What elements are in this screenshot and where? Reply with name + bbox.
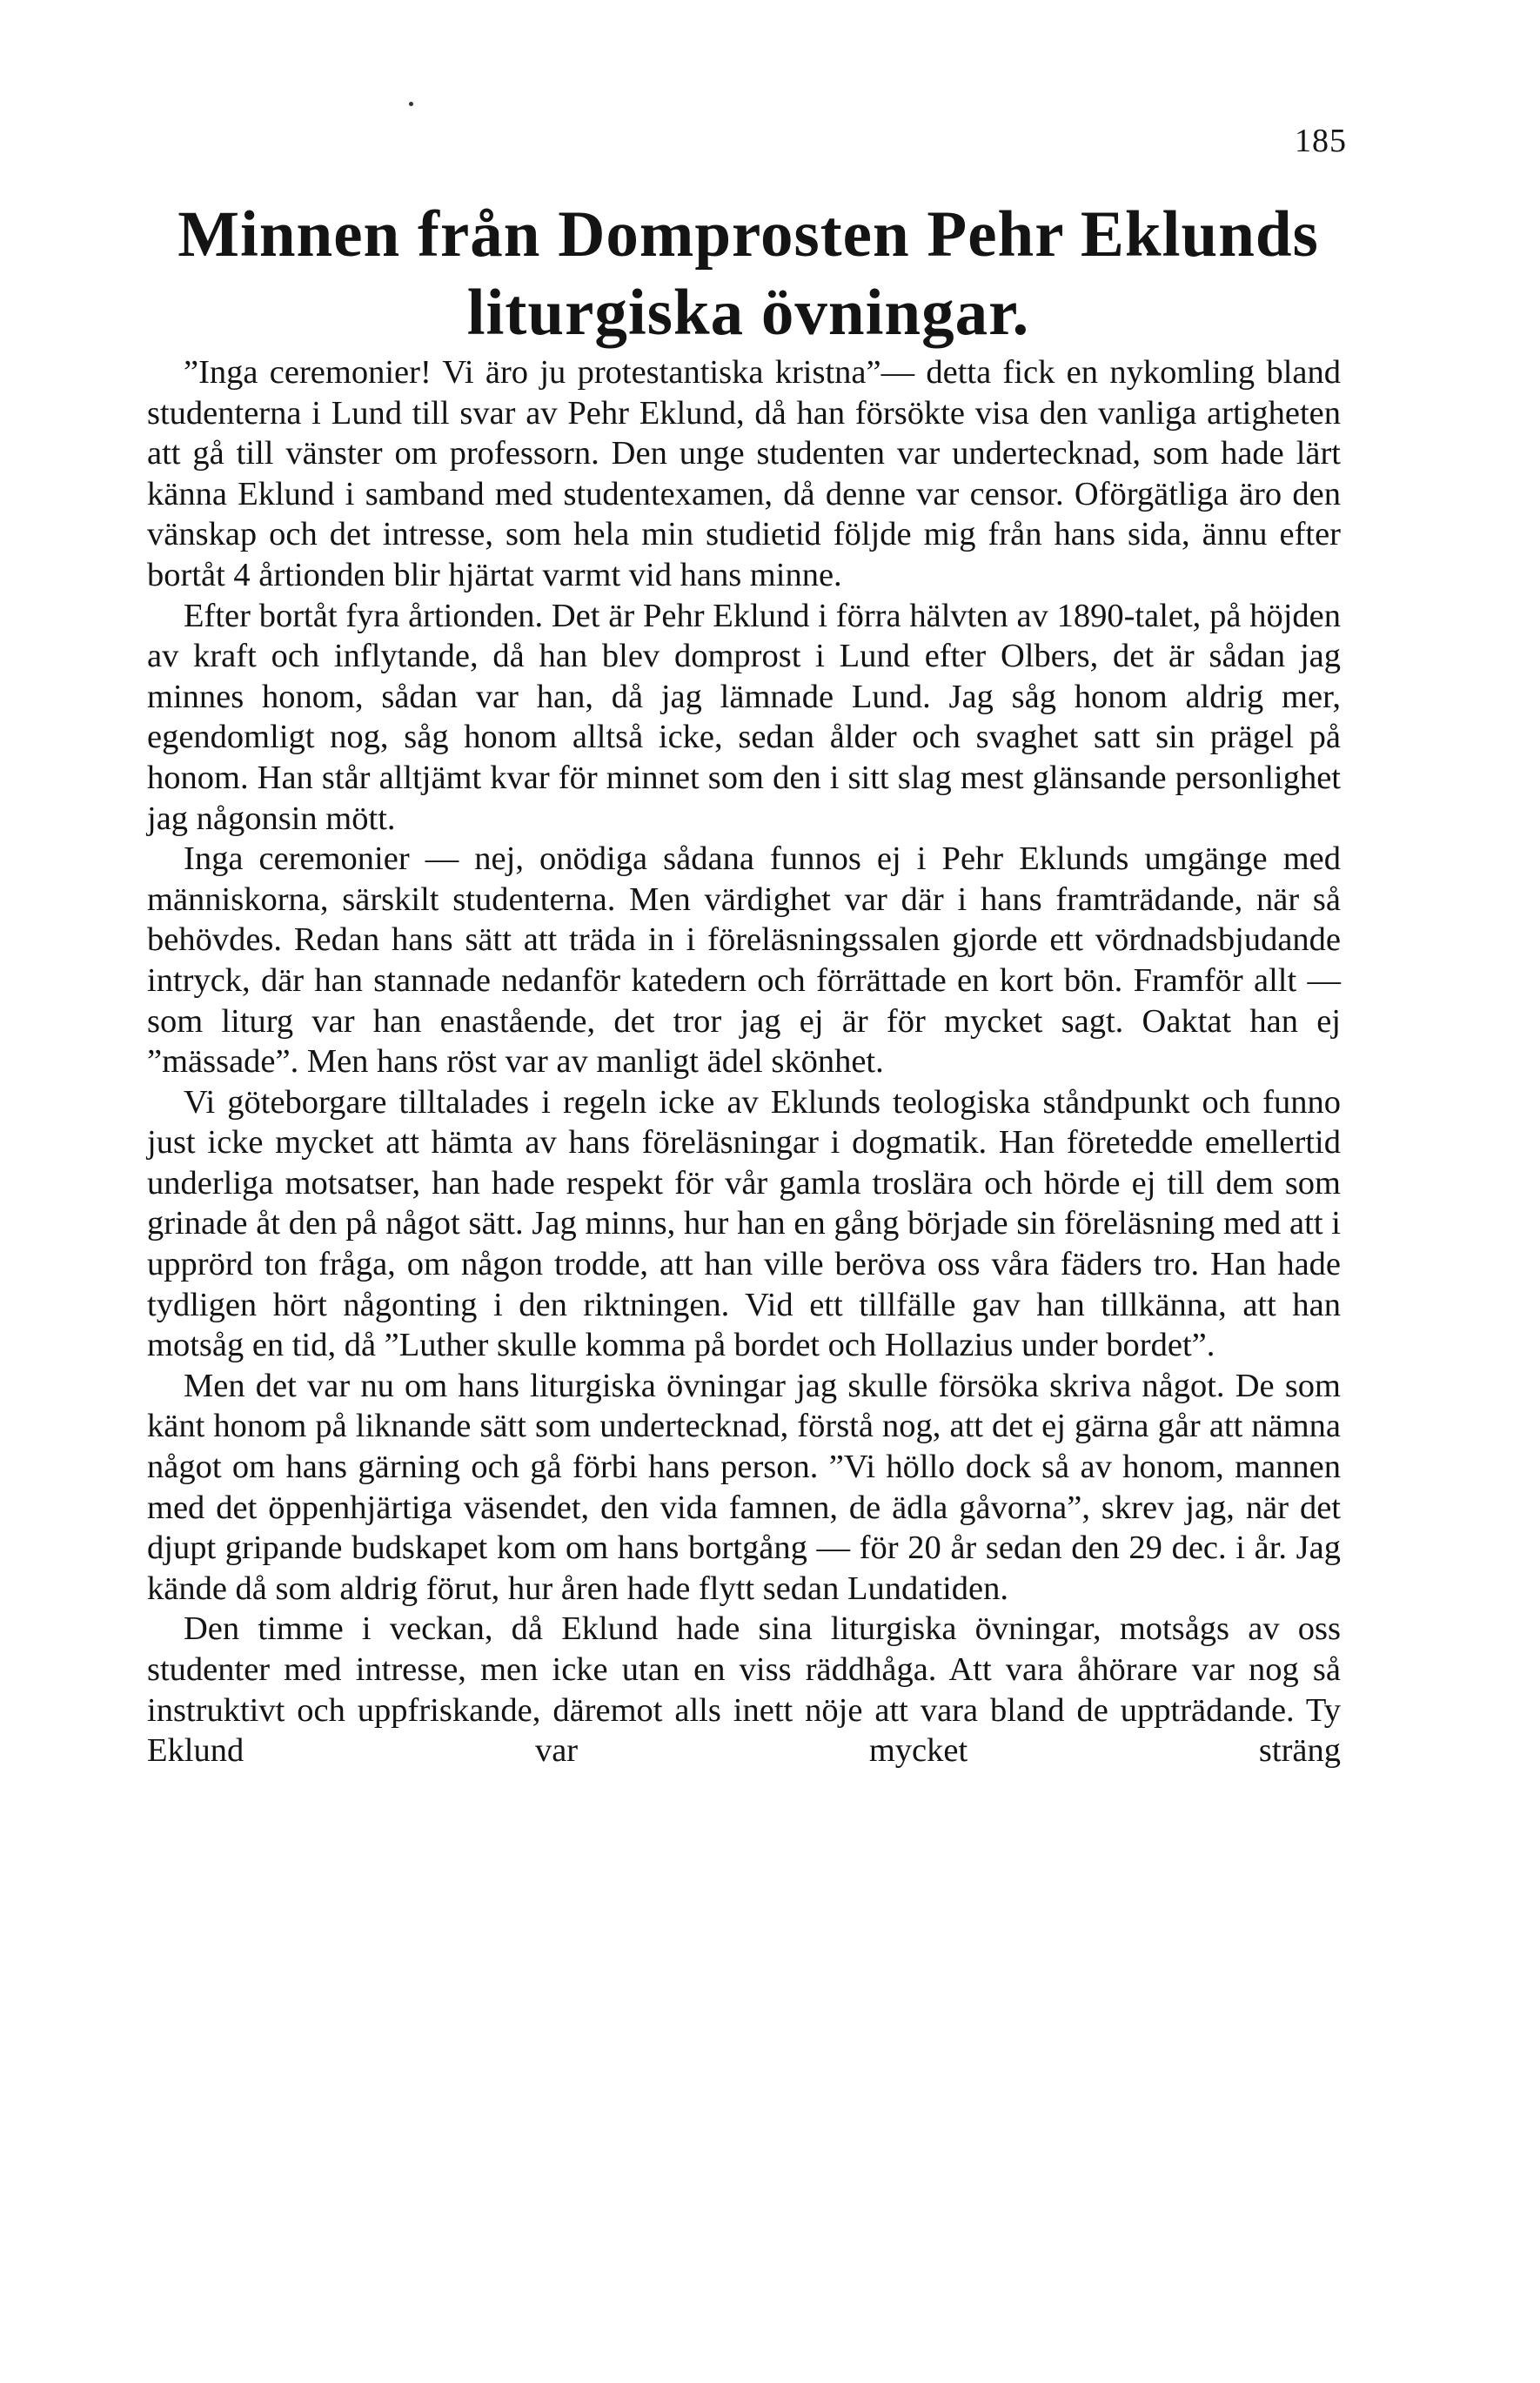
paragraph-3: Inga ceremonier — nej, onödiga sådana funnos ej i Pehr Eklunds umgänge med människorna, särskilt studenterna. Men värdighet var där i hans framträdande, när så behövdes. Redan hans sätt att träda in i föreläsningssalen gjorde ett vördnadsbjudande intryck, där han stannade nedanför katedern och förrättade en kort bön. Framför allt — som liturg var han enastående, det tror jag ej är för mycket sagt. Oaktat han ej ”mässade”. Men hans röst var av manligt ädel skönhet. bbox=[147, 840, 1341, 1081]
paragraph-6: Den timme i veckan, då Eklund hade sina liturgiska övningar, motsågs av oss studenter med intresse, men icke utan en viss räddhåga. Att vara åhörare var nog så instruktivt och uppfriskande, däremot alls inett nöje att vara bland de uppträdande. Ty Eklund var mycket sträng bbox=[147, 1610, 1341, 1770]
print-speck bbox=[409, 102, 413, 106]
article-body bbox=[147, 352, 1341, 1771]
title-line-2: liturgiska övningar. bbox=[466, 277, 1030, 349]
title-line-1: Minnen från Domprosten Pehr Eklunds bbox=[177, 198, 1319, 271]
paragraph-2: Efter bortåt fyra årtionden. Det är Pehr Eklund i förra hälvten av 1890-talet, på höjden av kraft och inflytande, då han blev domprost i Lund efter Olbers, det är sådan jag minnes honom, sådan var han, då jag lämnade Lund. Jag såg honom aldrig mer, egendomligt nog, såg honom alltså icke, sedan ålder och svaghet satt sin prägel på honom. Han står alltjämt kvar för minnet som den i sitt slag mest glänsande personlighet jag någonsin mött. bbox=[147, 597, 1341, 837]
paragraph-4: Vi göteborgare tilltalades i regeln icke av Eklunds teologiska ståndpunkt och funno just icke mycket att hämta av hans föreläsningar i dogmatik. Han företedde emellertid underliga motsatser, han hade respekt för vår gamla troslära och hörde ej till dem som grinade åt den på något sätt. Jag minns, hur han en gång började sin föreläsning med att i upprörd ton fråga, om någon trodde, att han ville beröva oss våra fäders tro. Han hade tydligen hört någonting i den riktningen. Vid ett tillfälle gav han tillkänna, att han motsåg en tid, då ”Luther skulle komma på bordet och Hollazius under bordet”. bbox=[147, 1083, 1341, 1364]
page-number: 185 bbox=[1295, 123, 1347, 159]
page-title bbox=[139, 196, 1357, 352]
paragraph-5: Men det var nu om hans liturgiska övningar jag skulle försöka skriva något. De som känt honom på liknande sätt som undertecknad, förstå nog, att det ej gärna går att nämna något om hans gärning och gå förbi hans person. ”Vi höllo dock så av honom, mannen med det öppenhjärtiga väsendet, den vida famnen, de ädla gåvorna”, skrev jag, när det djupt gripande budskapet kom om hans bortgång — för 20 år sedan den 29 dec. i år. Jag kände då som aldrig förut, hur åren hade flytt sedan Lundatiden. bbox=[147, 1367, 1341, 1607]
paragraph-1: ”Inga ceremonier! Vi äro ju protestantiska kristna”— detta fick en nykomling bland studenterna i Lund till svar av Pehr Eklund, då han försökte visa den vanliga artigheten att gå till vänster om professorn. Den unge studenten var undertecknad, som hade lärt känna Eklund i samband med studentexamen, då denne var censor. Oförgätliga äro den vänskap och det intresse, som hela min studietid följde mig från hans sida, ännu efter bortåt 4 årtionden blir hjärtat varmt vid hans minne. bbox=[147, 354, 1341, 593]
